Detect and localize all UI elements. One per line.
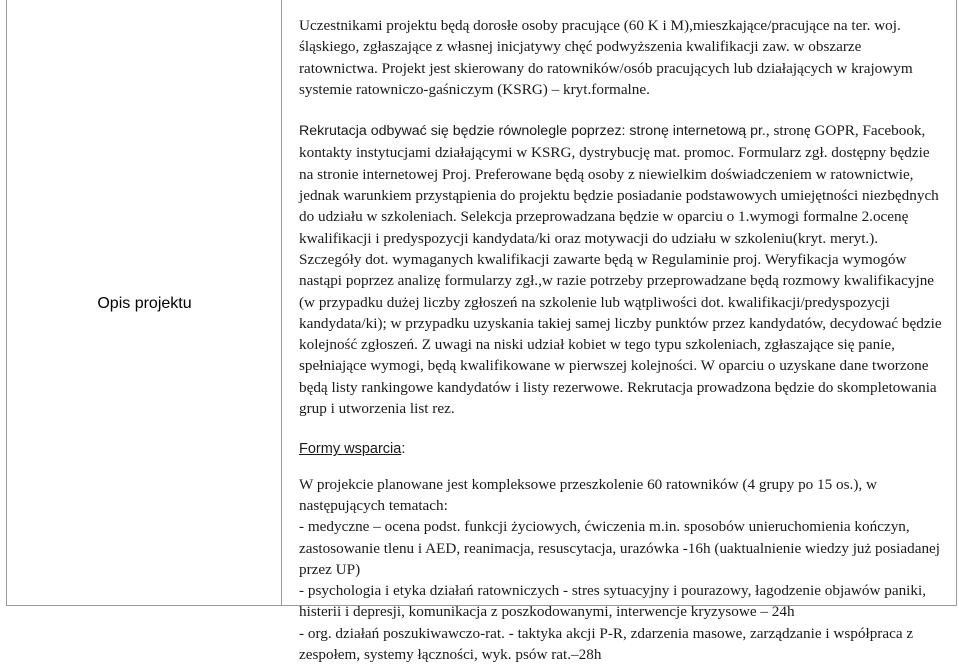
topic-item: - psychologia i etyka działań ratowniczych - stres sytuacyjny i pourazowy, łagodzenie objawów paniki, histerii i depresji, komunikacja z poszkodowanymi, interwencje kryzysowe – 24h [299,582,926,621]
label-cell [7,0,282,606]
support-heading [299,439,944,460]
recruitment-paragraph [299,120,944,419]
recruitment-text-rest: , stronę GOPR, Facebook, kontakty instytucjami działającymi w KSRG, dystrybucję mat. promoc. Formularz zgł. dostępny będzie na stronie internetowej Proj. Preferowane będą osoby z niewielkim doświadczeniem w ratownictwie, jednak warunkiem przystąpienia do projektu będzie posiadanie podstawowych umiejętności niezbędnych do udziału w szkoleniach. Selekcja przeprowadzana będzie w oparciu o 1.wymogi formalne 2.ocenę kwalifikacji i predyspozycji kandydata/ki oraz motywacji do udziału w szkoleniu(kryt. meryt.). Szczegóły dot. wymaganych kwalifikacji zawarte będą w Regulaminie proj. Weryfikacja wymogów nastąpi poprzez analizę formularzy zgł.,w razie potrzeby przeprowadzane będą rozmowy kwalifikacyjne (w przypadku dużej liczby zgłoszeń na szkolenie lub wątpliwości dot. kwalifikacji/predyspozycji kandydata/ki); w przypadku uzyskania takiej samej liczby punktów przez kandydatów, decydować będzie kolejność zgłoszeń. Z uwagi na niski udział kobiet w tego typu szkoleniach, zgłaszające się panie, spełniające wymogi, będą kwalifikowane w pierwszej kolejności. W oparciu o uzyskane dane tworzone będą listy rankingowe kandydatów i listy rezerwowe. Rekrutacja prowadzona będzie do skompletowania grup i utworzenia list rez. [299,122,942,418]
row-label: Opis projektu [97,295,192,312]
topic-item: - medyczne – ocena podst. funkcji życiowych, ćwiczenia m.in. sposobów unieruchomienia kończyn, zastosowanie tlenu i AED, reanimacja, resuscytacja, urazówka -16h (uaktualnienie wiedzy już posiadanej przez UP) [299,518,941,578]
recruitment-text-start: Rekrutacja odbywać się będzie równolegle poprzez: stronę internetową pr. [299,123,766,140]
intro-paragraph: Uczestnikami projektu będą dorosłe osoby pracujące (60 K i M),mieszkające/pracujące na ter. woj. śląskiego, zgłaszające z własnej inicjatywy chęć podwyższenia kwalifikacji zaw. w obszarze ratownictwa. Projekt jest skierowany do ratowników/osób pracujących lub działających w krajowym systemie ratowniczo-gaśniczym (KSRG) – kryt.formalne. [299,17,913,98]
project-description-table [6,0,957,664]
support-heading-colon: : [401,441,406,458]
description-cell [299,15,944,665]
support-intro: W projekcie planowane jest kompleksowe przeszkolenie 60 ratowników (4 grupy po 15 os.), w następujących tematach: [299,475,877,514]
topic-item: - org. działań poszukiwawczo-rat. - taktyka akcji P-R, zdarzenia masowe, zarządzanie i współpraca z zespołem, systemy łączności, wyk. psów rat.–28h [299,624,914,664]
support-heading-text: Formy wsparcia [299,441,402,458]
